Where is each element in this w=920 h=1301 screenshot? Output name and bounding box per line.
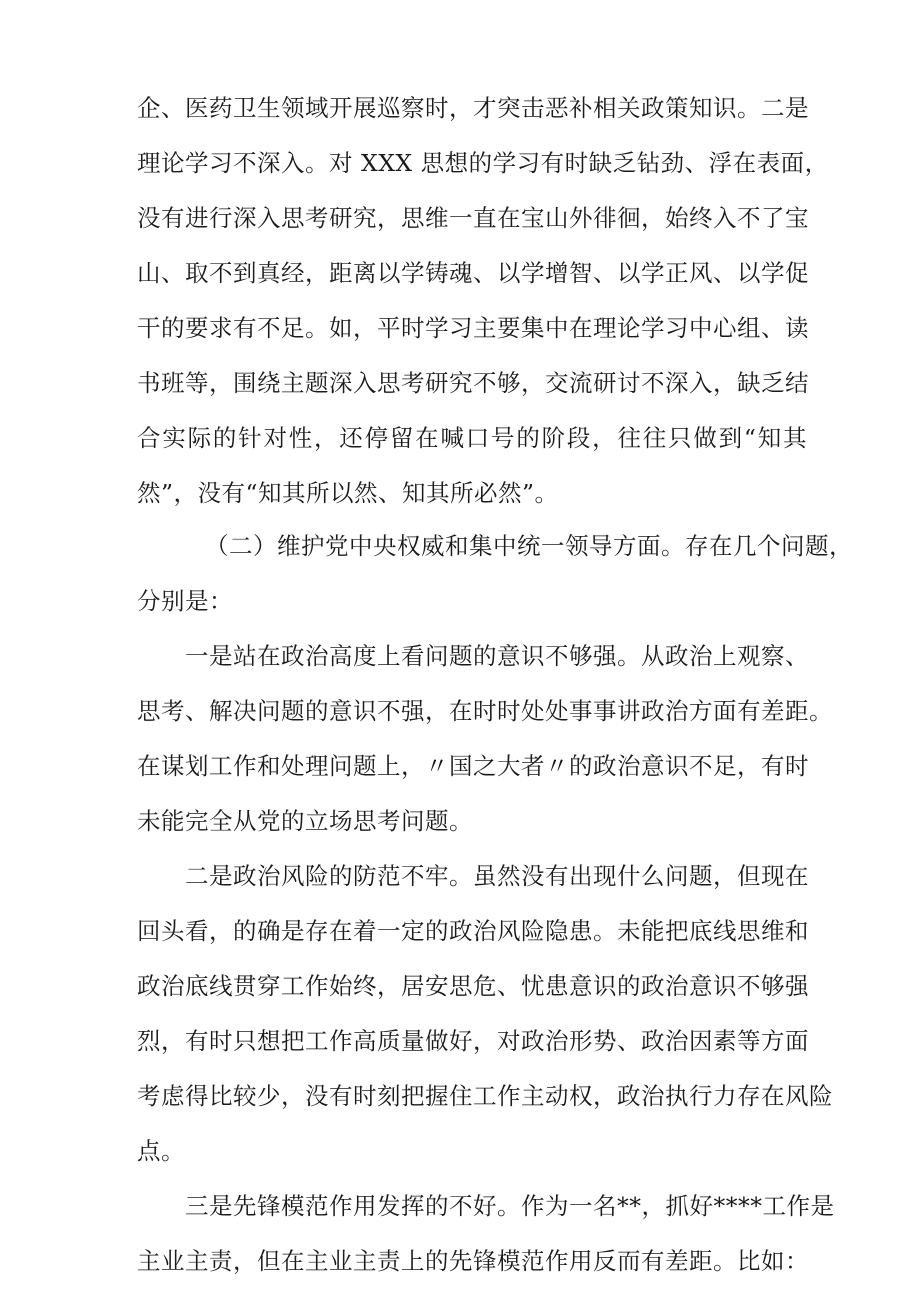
text-line-10: 分别是： bbox=[137, 587, 233, 615]
text-line-7: 合实际的针对性，还停留在喊口号的阶段，往往只做到“知其 bbox=[137, 424, 807, 452]
text-line-2: 理论学习不深入。对 XXX 思想的学习有时缺乏钻劲、浮在表面， bbox=[137, 149, 829, 177]
text-line-19: 考虑得比较少，没有时刻把握住工作主动权，政治执行力存在风险 bbox=[137, 1082, 833, 1110]
text-line-16: 回头看，的确是存在着一定的政治风险隐患。未能把底线思维和 bbox=[137, 917, 809, 945]
text-line-3: 没有进行深入思考研究，思维一直在宝山外徘徊，始终入不了宝 bbox=[137, 204, 809, 232]
text-line-12: 思考、解决问题的意识不强，在时时处处事事讲政治方面有差距。 bbox=[137, 697, 833, 725]
text-line-5: 干的要求有不足。如，平时学习主要集中在理论学习中心组、读 bbox=[137, 314, 809, 342]
text-line-14: 未能完全从党的立场思考问题。 bbox=[137, 807, 473, 835]
text-line-8: 然”，没有“知其所以然、知其所必然”。 bbox=[137, 479, 559, 507]
text-line-4: 山、取不到真经，距离以学铸魂、以学增智、以学正风、以学促 bbox=[137, 259, 809, 287]
text-line-18: 烈，有时只想把工作高质量做好，对政治形势、政治因素等方面 bbox=[137, 1027, 809, 1055]
text-line-13: 在谋划工作和处理问题上，〃国之大者〃的政治意识不足，有时 bbox=[137, 752, 809, 780]
paragraph-3-start: 三是先锋模范作用发挥的不好。作为一名**，抓好****工作是 bbox=[185, 1192, 835, 1220]
paragraph-1-start: 一是站在政治高度上看问题的意识不够强。从政治上观察、 bbox=[185, 642, 809, 670]
text-line-17: 政治底线贯穿工作始终，居安思危、忧患意识的政治意识不够强 bbox=[137, 972, 809, 1000]
text-line-6: 书班等，围绕主题深入思考研究不够，交流研讨不深入，缺乏结 bbox=[137, 369, 809, 397]
text-line-1: 企、医药卫生领域开展巡察时，才突击恶补相关政策知识。二是 bbox=[137, 94, 809, 122]
text-line-22: 主业主责，但在主业主责上的先锋模范作用反而有差距。比如： bbox=[137, 1247, 809, 1275]
paragraph-2-start: 二是政治风险的防范不牢。虽然没有出现什么问题，但现在 bbox=[185, 862, 809, 890]
section-heading: （二）维护党中央权威和集中统一领导方面。存在几个问题， bbox=[205, 532, 853, 560]
text-line-20: 点。 bbox=[137, 1137, 185, 1165]
